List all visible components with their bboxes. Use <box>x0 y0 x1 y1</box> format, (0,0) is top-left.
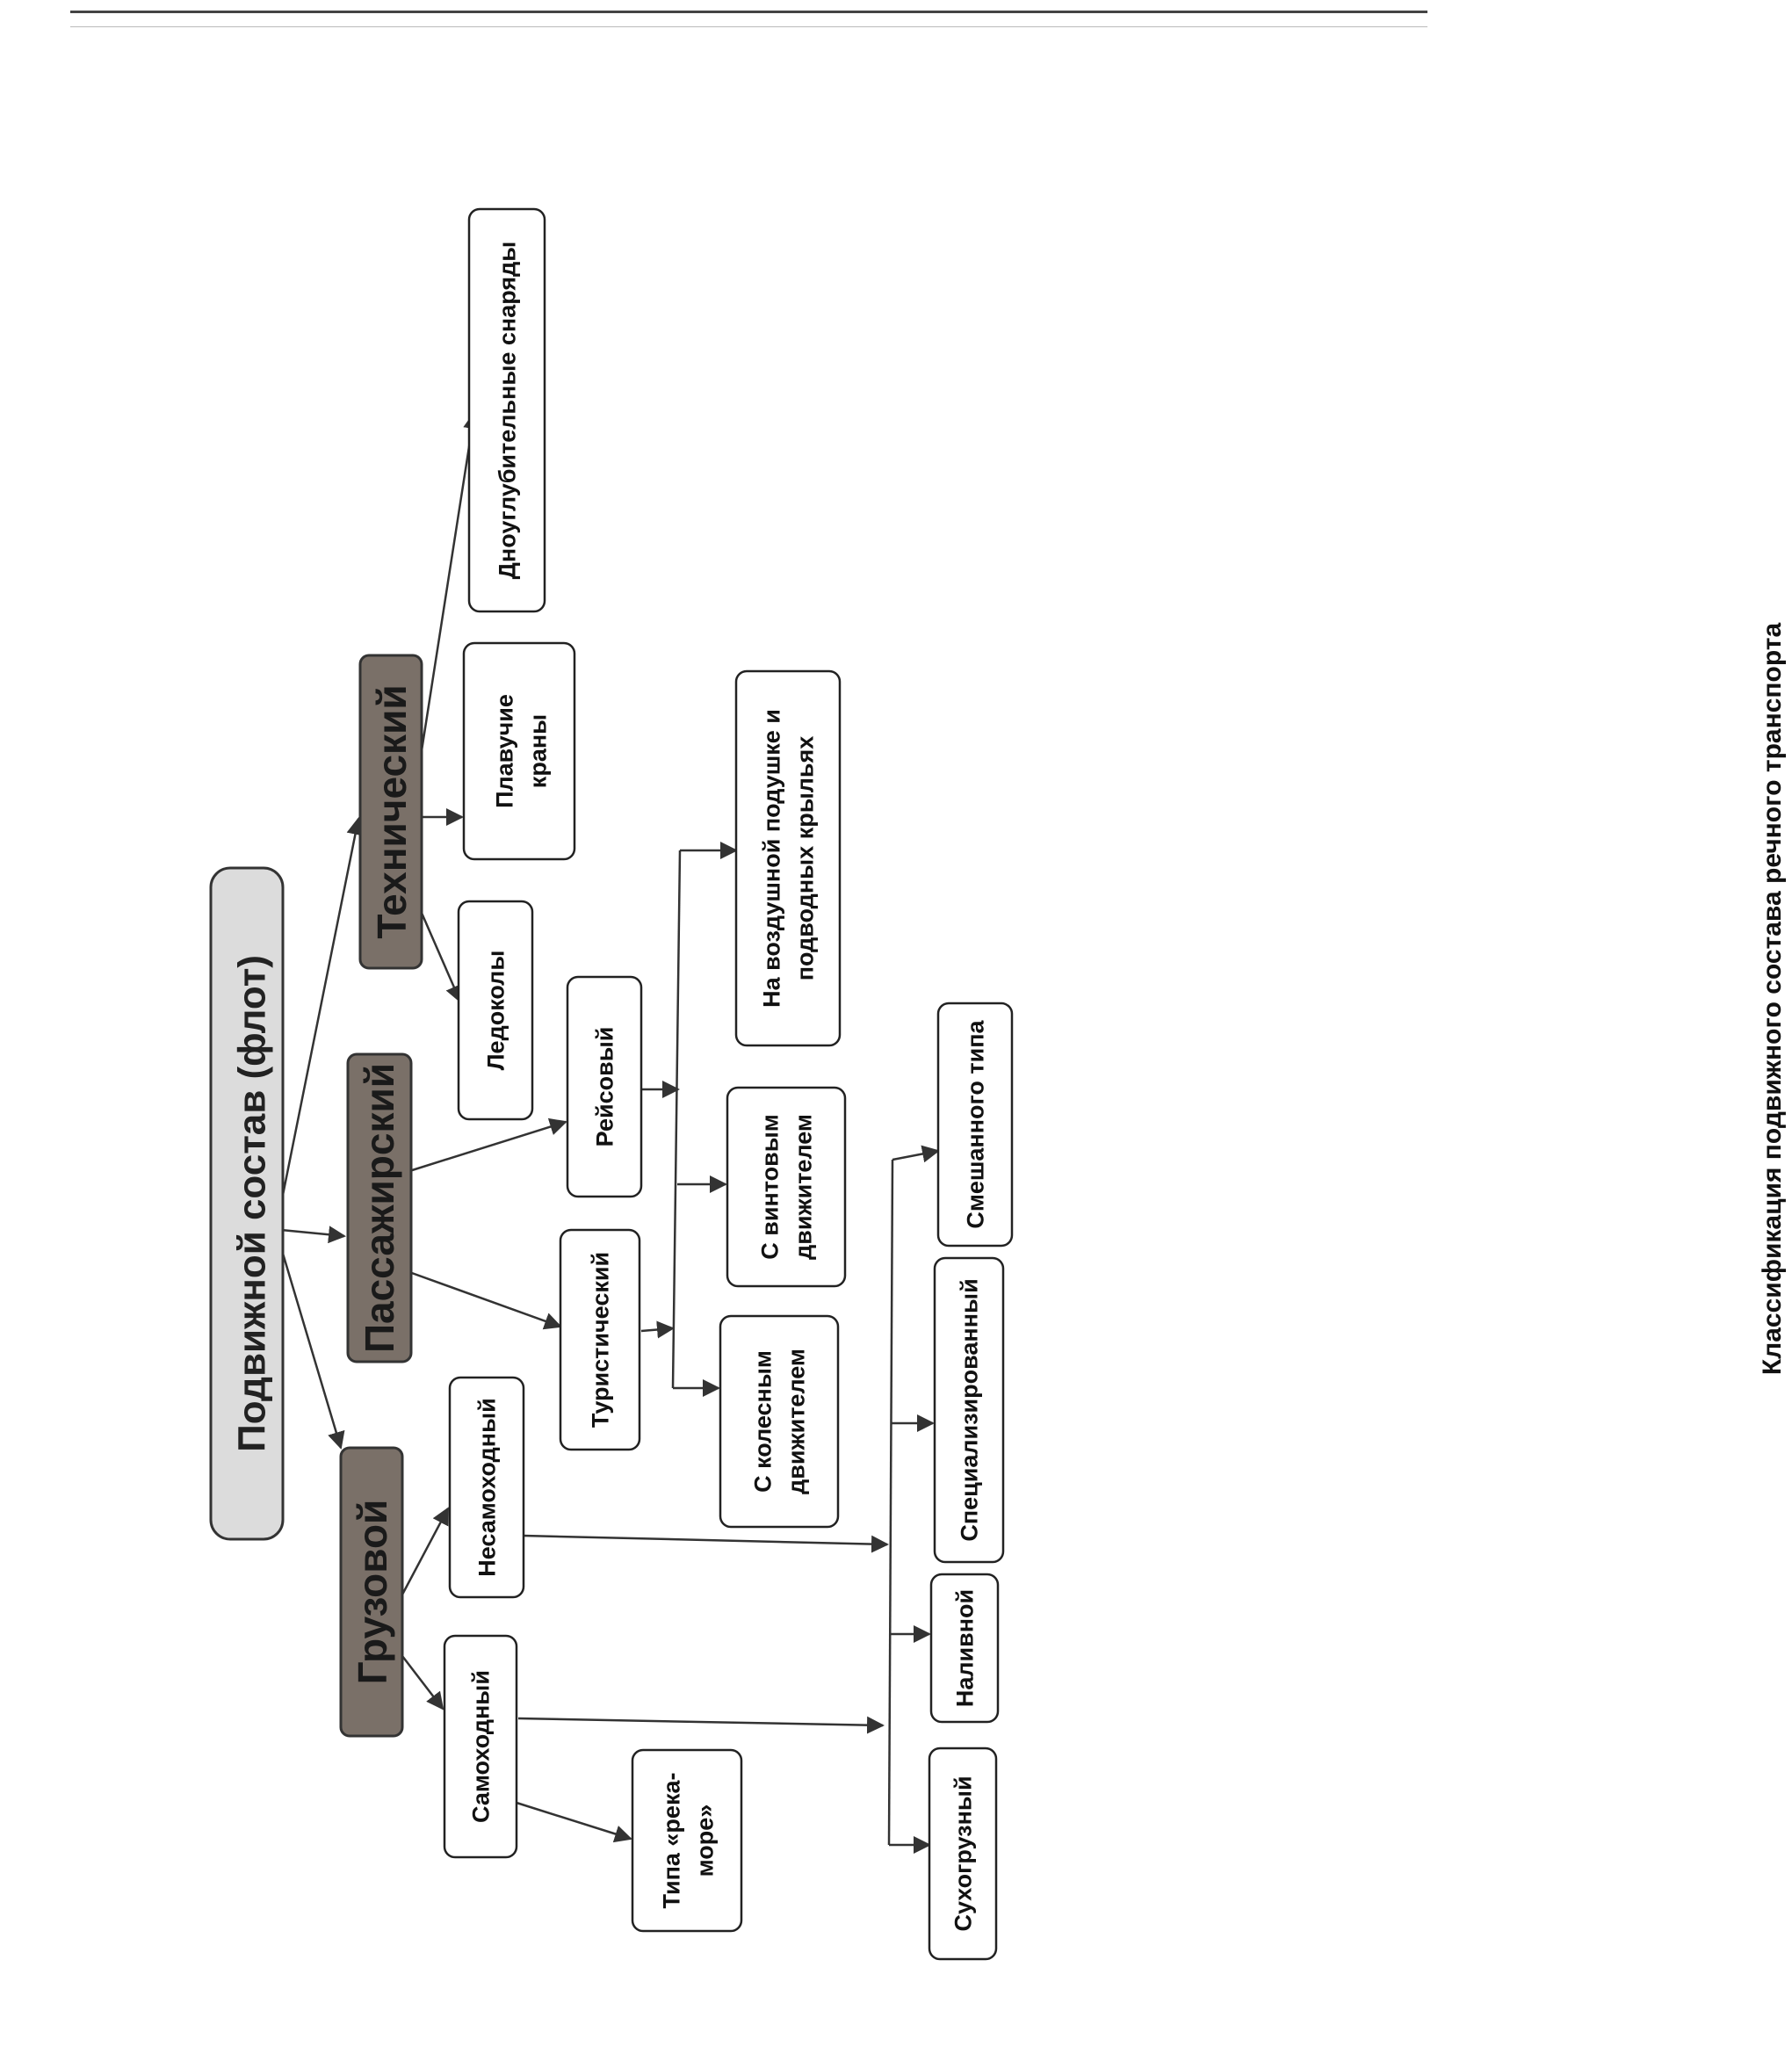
edge-tech-icebreakers <box>418 905 460 1002</box>
box-wheel <box>720 1316 838 1527</box>
icebreakers-label: Ледоколы <box>482 950 509 1071</box>
screw-label-1: С винтовым <box>756 1114 784 1260</box>
river-sea-label-2: море» <box>691 1804 719 1877</box>
edge-nonself-types <box>524 1536 887 1544</box>
category-technical-label: Технический <box>369 684 415 939</box>
edge-root-technical <box>276 819 358 1230</box>
screw-label-2: движителем <box>790 1114 817 1260</box>
category-cargo-label: Грузовой <box>350 1499 396 1685</box>
box-hover <box>736 671 840 1045</box>
edge-self-riversea <box>517 1803 631 1839</box>
self-propelled-label: Самоходный <box>467 1670 495 1823</box>
mixed-label: Смешанного типа <box>962 1020 989 1229</box>
dredgers-label: Дноуглубительные снаряды <box>494 241 521 580</box>
cranes-label-2: краны <box>524 713 552 789</box>
scheduled-label: Рейсовый <box>591 1026 618 1147</box>
edge-root-cargo <box>276 1230 341 1448</box>
edge-cargo-bus <box>889 1160 892 1845</box>
cranes-label-1: Плавучие <box>491 694 518 808</box>
edge-cargo-nonself <box>402 1508 448 1595</box>
edge-passenger-scheduled <box>409 1122 566 1171</box>
non-self-propelled-label: Несамоходный <box>473 1398 501 1577</box>
root-label: Подвижной состав (флот) <box>230 955 274 1452</box>
edge-cargo-self <box>402 1656 443 1709</box>
edge-passenger-tourist <box>409 1272 560 1327</box>
edge-bus-mixed <box>892 1151 938 1160</box>
diagram-caption: Классификация подвижного состава речного транспорта <box>1758 622 1787 1376</box>
wheel-label-2: движителем <box>783 1349 810 1494</box>
box-cranes <box>464 643 574 859</box>
box-screw <box>727 1088 845 1286</box>
edge-root-passenger <box>281 1230 344 1236</box>
liquid-label: Наливной <box>951 1588 979 1708</box>
hover-label-2: подводных крыльях <box>791 735 819 981</box>
river-sea-label-1: Типа «река- <box>658 1772 685 1909</box>
edge-self-types <box>518 1718 883 1725</box>
tourist-label: Туристический <box>587 1251 614 1428</box>
box-river-sea <box>632 1750 741 1931</box>
specialized-label: Специализированный <box>956 1278 983 1542</box>
dry-cargo-label: Сухогрузный <box>950 1776 977 1932</box>
edge-pass-bus <box>673 850 680 1388</box>
hover-label-1: На воздушной подушке и <box>758 709 785 1008</box>
wheel-label-1: С колесным <box>749 1350 777 1493</box>
edge-tourist-bus <box>641 1328 673 1331</box>
category-passenger-label: Пассажирский <box>357 1062 403 1354</box>
